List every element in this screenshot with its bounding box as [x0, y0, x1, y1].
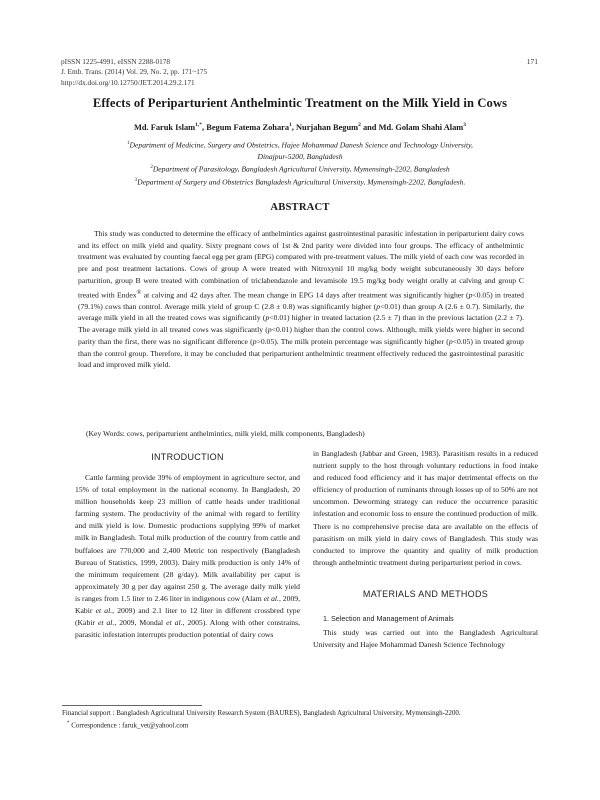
journal-citation: J. Emb. Trans. (2014) Vol. 29, No. 2, pp. 171~175 [61, 67, 208, 77]
financial-support-note: Financial support : Bangladesh Agricultural University Research System (BAURES), Bangladesh Agricultural University, Mymensingh-2200. [62, 709, 461, 717]
author-affil-sup: 3 [463, 122, 467, 128]
author-list [0, 122, 600, 132]
journal-header-meta [61, 57, 207, 88]
affiliation-1: $^1$Department of Medicine, Surgery and Obstetrics, Hajee Mohammad Danesh Science and Technology University, [127, 140, 473, 150]
author-affil-sup: 1,* [195, 122, 203, 128]
author-name: Begum Fatema Zohara [206, 122, 290, 132]
introduction-paragraph: Cattle farming provide 39% of employment in agriculture sector, and 15% of total employment in the national economy. In Bangladesh, 20 million households keep 23 million of cattle heads under traditional farming system. The productivity of the animal with regard to fertility and milk yield is low. Domestic productions supplying 99% of market milk in Bangladesh. Total milk production of the country from cattle and buffaloes are 770,000 and 2,400 Metric ton respectively (Bangladesh Bureau of Statistics, 1999, 2003). Dairy milk production is only 14% of the minimum requirement (28 g/day). Milk availability per caput is approximately 30 g per day against 250 g. The average daily milk yield is ranges from 1.5 liter to 2.46 liter in indigenous cow (Alam et al., 2009, Kabir et al., 2009) and 2.1 liter to 12 liter in different crossbred type (Kabir et al., 2009, Mondal et al., 2005). Along with other constrains, parasitic infestation interrupts production potential of dairy cows [75, 473, 301, 640]
left-column [75, 448, 300, 641]
introduction-heading: INTRODUCTION [151, 452, 224, 462]
author-separator: , [291, 122, 296, 132]
affiliation-1-city: Dinajpur-5200, Bangladesh [257, 151, 343, 161]
issn-line: pISSN 1225-4991, eISSN 2288-0178 [61, 57, 171, 66]
author-affil-sup: 2 [358, 122, 361, 128]
author-separator: , [202, 122, 207, 132]
methods-paragraph: This study was carried out into the Bangladesh Agricultural University and Hajee Mohammad Danesh Science Technology [313, 628, 538, 650]
page-number: 171 [526, 57, 538, 66]
keywords: (Key Words: cows, periparturient anthelmintics, milk yield, milk components, Bangladesh) [86, 429, 365, 438]
author-separator: and [360, 122, 379, 132]
methods-subheading: 1. Selection and Management of Animals [323, 613, 454, 623]
author-name: Md. Faruk Islam [133, 122, 196, 132]
author-affil-sup: 1 [289, 122, 292, 128]
doi-link[interactable]: http://dx.doi.org/10.12750/JET.2014.29.2.171 [61, 77, 195, 87]
abstract-heading: ABSTRACT [270, 202, 330, 213]
right-column [313, 448, 538, 651]
introduction-continued: in Bangladesh (Jabbar and Green, 1983). Parasitism results in a reduced nutrient supply to the host through voluntary reductions in food intake and reduced food efficiency and it has major detrimental effects on the efficiency of production of ruminants through losses up of to 50% are not uncommon. Deworming strategy can reduce the occurrence parasitic infestation and economic loss to ensure the continued production of milk. There is no comprehensive precise data are available on the effects of parasitism on milk yield in dairy cows of Bangladesh. This study was conducted to improve the quantity and quality of milk production through anthelmintic treatment during periparturient period in cows. [313, 449, 538, 567]
affiliations [60, 138, 540, 187]
footnotes [62, 708, 461, 731]
methods-heading: MATERIALS AND METHODS [362, 588, 489, 599]
author-name: Md. Golam Shahi Alam [378, 122, 464, 132]
paper-title: Effects of Periparturient Anthelmintic Treatment on the Milk Yield in Cows [92, 96, 508, 110]
footnote-divider [62, 705, 202, 706]
abstract-body: This study was conducted to determine the efficacy of anthelmintics against gastrointestinal parasitic infestation in periparturient dairy cows and its effect on milk yield and quality. Sixty pregnant cows of 1st & 2nd parity were divided into four groups. The efficacy of anthelmintic treatment was evaluated by counting faecal egg per gram (EPG) compared with pre-treatment values. The milk yield of each cow was recorded in pre and post treatment lactations. Cows of group A were treated with Nitroxynil 10 mg/kg body weight subcutaneously 30 days before parturition, group B were treated with combination of triclabendazole and levamisole 19.5 mg/kg body weight orally at calving and group C treated with Endex® at calving and 42 days after. The mean change in EPG 14 days after treatment was significantly higher (p<0.05) in treated (79.1%) cows than control. Average milk yield of group C (2.8 ± 0.8) was significantly higher (p<0.01) than group A (2.6 ± 0.7). Similarly, the average milk yield in all the treated cows was significantly (p<0.01) higher in treated lactation (2.5 ± 7) than in the previous lactation (2.2 ± 7). The average milk yield in all treated cows was significantly (p<0.01) higher than the control cows. Although, milk yields were higher in second parity than the first, there was no significant difference (p>0.05). The milk protein percentage was significantly higher (p<0.05) in treated group than the control group. Therefore, it may be concluded that periparturient anthelmintic treatment effectively reduced the gastrointestinal parasitic load and improved milk yield. [78, 229, 524, 370]
affiliation-3: $^3$Department of Surgery and Obstetrics Bangladesh Agricultural University, Mymensingh-2202, Bangladesh. [134, 177, 466, 187]
correspondence-note: * Correspondence : faruk_vet@yahool.com [67, 720, 189, 730]
author-name: Nurjahan Begum [295, 122, 359, 132]
affiliation-2: $^2$Department of Parasitology, Bangladesh Agricultural University, Mymensingh-2202, Bangladesh [150, 164, 450, 174]
